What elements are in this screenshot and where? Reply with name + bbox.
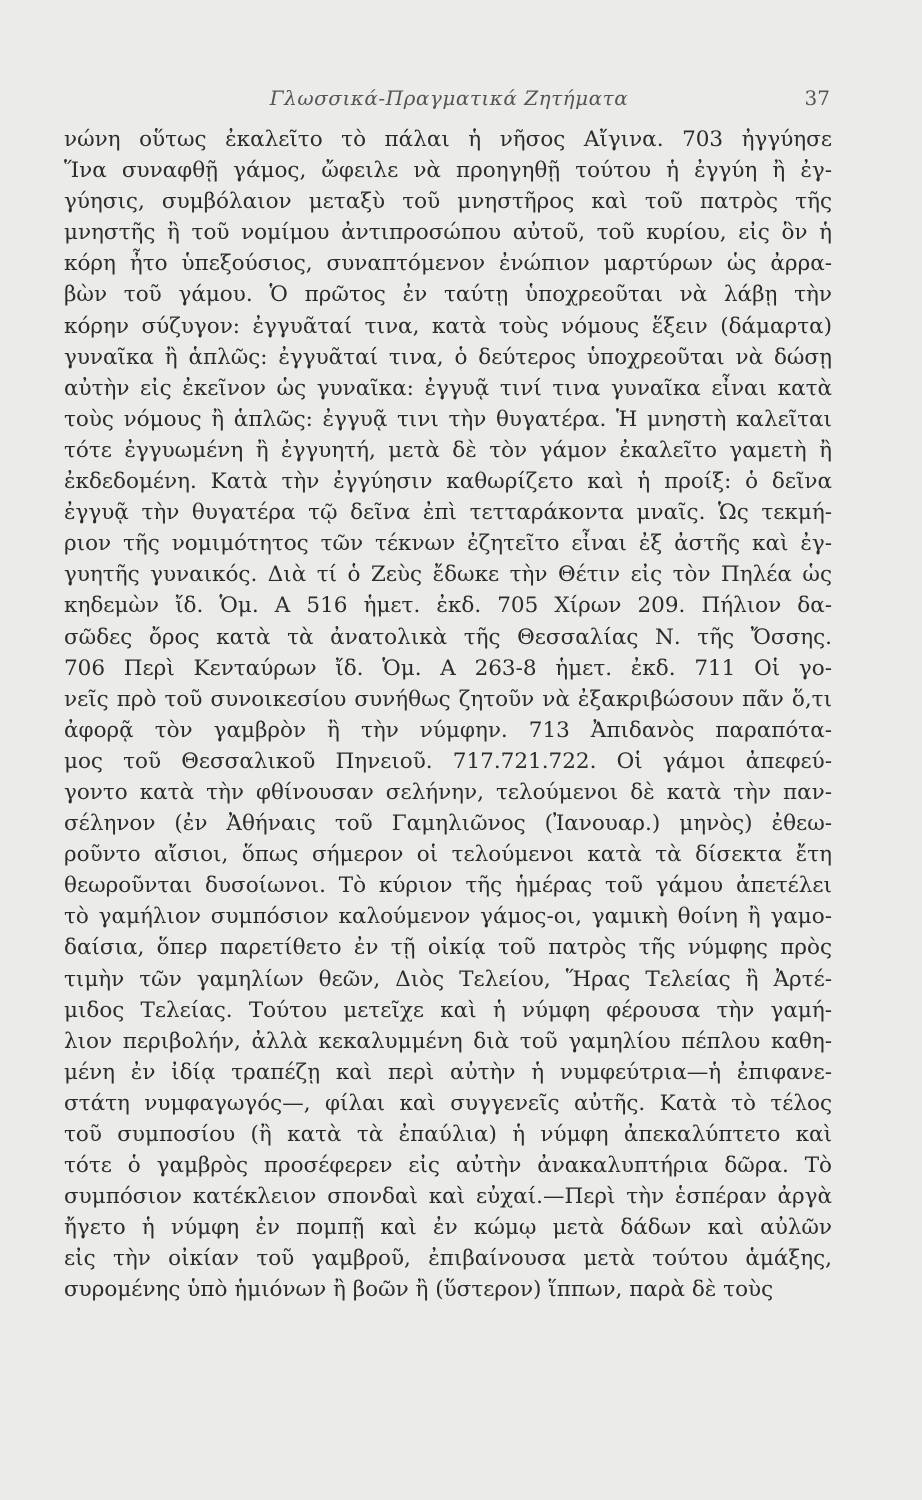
text-line: τότε ὁ γαμβρὸς προσέφερεν εἰς αὐτὴν ἀνακαλυπτήρια δῶρα. Τὸ xyxy=(64,1153,832,1179)
text-line: ροῦντο αἴσιοι, ὅπως σήμερον οἱ τελούμενοι κατὰ τὰ δίσεκτα ἔτη xyxy=(64,842,832,868)
text-line: ἤγετο ἡ νύμφη ἐν πομπῇ καὶ ἐν κώμῳ μετὰ δάδων καὶ αὐλῶν xyxy=(64,1215,832,1241)
text-line: μνηστῆς ἢ τοῦ νομίμου ἀντιπροσώπου αὐτοῦ, τοῦ κυρίου, εἰς ὃν ἡ xyxy=(64,220,832,246)
text-line: τιμὴν τῶν γαμηλίων θεῶν, Διὸς Τελείου, Ἥρας Τελείας ἢ Ἀρτέ- xyxy=(64,966,832,992)
text-line: μιδος Τελείας. Τούτου μετεῖχε καὶ ἡ νύμφη φέρουσα τὴν γαμή- xyxy=(64,997,832,1023)
text-line: ἐγγυᾷ τὴν θυγατέρα τῷ δεῖνα ἐπὶ τετταράκοντα μναῖς. Ὡς τεκμή- xyxy=(64,500,832,526)
text-line: μένη ἐν ἰδίᾳ τραπέζῃ καὶ περὶ αὐτὴν ἡ νυμφεύτρια—ἡ ἐπιφανε- xyxy=(64,1059,832,1085)
text-line: αὐτὴν εἰς ἐκεῖνον ὡς γυναῖκα: ἐγγυᾷ τινί τινα γυναῖκα εἶναι κατὰ xyxy=(64,375,832,401)
text-line: κηδεμὼν ἴδ. Ὁμ. Α 516 ἡμετ. ἐκδ. 705 Χίρων 209. Πήλιον δα- xyxy=(64,593,832,619)
text-line: ἐκδεδομένη. Κατὰ τὴν ἐγγύησιν καθωρίζετο καὶ ἡ προίξ: ὁ δεῖνα xyxy=(64,469,832,495)
text-line: βὼν τοῦ γάμου. Ὁ πρῶτος ἐν ταύτῃ ὑποχρεοῦται νὰ λάβῃ τὴν xyxy=(64,282,832,308)
text-line: δαίσια, ὅπερ παρετίθετο ἐν τῇ οἰκίᾳ τοῦ πατρὸς τῆς νύμφης πρὸς xyxy=(64,935,832,961)
text-line: Ἵνα συναφθῇ γάμος, ὤφειλε νὰ προηγηθῇ τούτου ἡ ἐγγύη ἢ ἐγ- xyxy=(64,158,832,184)
text-line: νεῖς πρὸ τοῦ συνοικεσίου συνήθως ζητοῦν νὰ ἐξακριβώσουν πᾶν ὅ,τι xyxy=(64,686,832,712)
text-line: κόρην σύζυγον: ἐγγυᾶταί τινα, κατὰ τοὺς νόμους ἕξειν (δάμαρτα) xyxy=(64,313,832,339)
page-number: 37 xyxy=(804,86,830,110)
text-line: στάτη νυμφαγωγός—, φίλαι καὶ συγγενεῖς αὐτῆς. Κατὰ τὸ τέλος xyxy=(64,1090,832,1116)
text-line: γοντο κατὰ τὴν φθίνουσαν σελήνην, τελούμενοι δὲ κατὰ τὴν παν- xyxy=(64,779,832,805)
text-line: λιον περιβολήν, ἀλλὰ κεκαλυμμένη διὰ τοῦ γαμηλίου πέπλου καθη- xyxy=(64,1028,832,1054)
text-line: γυητῆς γυναικός. Διὰ τί ὁ Ζεὺς ἔδωκε τὴν Θέτιν εἰς τὸν Πηλέα ὡς xyxy=(64,562,832,588)
text-line: τοὺς νόμους ἢ ἁπλῶς: ἐγγυᾷ τινι τὴν θυγατέρα. Ἡ μνηστὴ καλεῖται xyxy=(64,406,832,432)
text-line: γυναῖκα ἢ ἁπλῶς: ἐγγυᾶταί τινα, ὁ δεύτερος ὑποχρεοῦται νὰ δώσῃ xyxy=(64,344,832,370)
text-line: μος τοῦ Θεσσαλικοῦ Πηνειοῦ. 717.721.722. Οἱ γάμοι ἀπεφεύ- xyxy=(64,748,832,774)
text-line: συρομένης ὑπὸ ἡμιόνων ἢ βοῶν ἢ (ὕστερον) ἵππων, παρὰ δὲ τοὺς xyxy=(64,1277,774,1303)
running-head xyxy=(68,86,830,120)
text-line: θεωροῦνται δυσοίωνοι. Τὸ κύριον τῆς ἡμέρας τοῦ γάμου ἀπετέλει xyxy=(64,873,832,899)
text-line: γύησις, συμβόλαιον μεταξὺ τοῦ μνηστῆρος καὶ τοῦ πατρὸς τῆς xyxy=(64,189,832,215)
text-line: σέληνον (ἐν Ἀθήναις τοῦ Γαμηλιῶνος (Ἰανουαρ.) μηνὸς) ἐθεω- xyxy=(64,811,832,837)
text-line: 706 Περὶ Κενταύρων ἴδ. Ὁμ. Α 263-8 ἡμετ. ἐκδ. 711 Οἱ γο- xyxy=(64,655,832,681)
text-line: κόρη ἦτο ὑπεξούσιος, συναπτόμενον ἐνώπιον μαρτύρων ὡς ἀρρα- xyxy=(64,251,832,277)
text-line: τοῦ συμποσίου (ἢ κατὰ τὰ ἐπαύλια) ἡ νύμφη ἀπεκαλύπτετο καὶ xyxy=(64,1122,832,1147)
text-line: τότε ἐγγυωμένη ἢ ἐγγυητή, μετὰ δὲ τὸν γάμον ἐκαλεῖτο γαμετὴ ἢ xyxy=(64,437,832,463)
text-line: νώνη οὕτως ἐκαλεῖτο τὸ πάλαι ἡ νῆσος Αἴγινα. 703 ἠγγύησε xyxy=(64,127,832,152)
text-line: ἀφορᾷ τὸν γαμβρὸν ἢ τὴν νύμφην. 713 Ἀπιδανὸς παραπότα- xyxy=(64,717,832,743)
text-line: εἰς τὴν οἰκίαν τοῦ γαμβροῦ, ἐπιβαίνουσα μετὰ τούτου ἁμάξης, xyxy=(64,1246,832,1272)
running-head-title: Γλωσσικά-Πραγματικά Ζητήματα xyxy=(269,86,629,110)
text-line: σῶδες ὄρος κατὰ τὰ ἀνατολικὰ τῆς Θεσσαλίας Ν. τῆς Ὄσσης. xyxy=(64,624,832,650)
text-line: συμπόσιον κατέκλειον σπονδαὶ καὶ εὐχαί.—Περὶ τὴν ἑσπέραν ἀργὰ xyxy=(64,1184,832,1210)
text-line: ριον τῆς νομιμότητος τῶν τέκνων ἐζητεῖτο εἶναι ἐξ ἀστῆς καὶ ἐγ- xyxy=(64,531,832,557)
text-line: τὸ γαμήλιον συμπόσιον καλούμενον γάμος-οι, γαμικὴ θοίνη ἢ γαμο- xyxy=(64,904,832,930)
body-text xyxy=(64,124,832,1306)
